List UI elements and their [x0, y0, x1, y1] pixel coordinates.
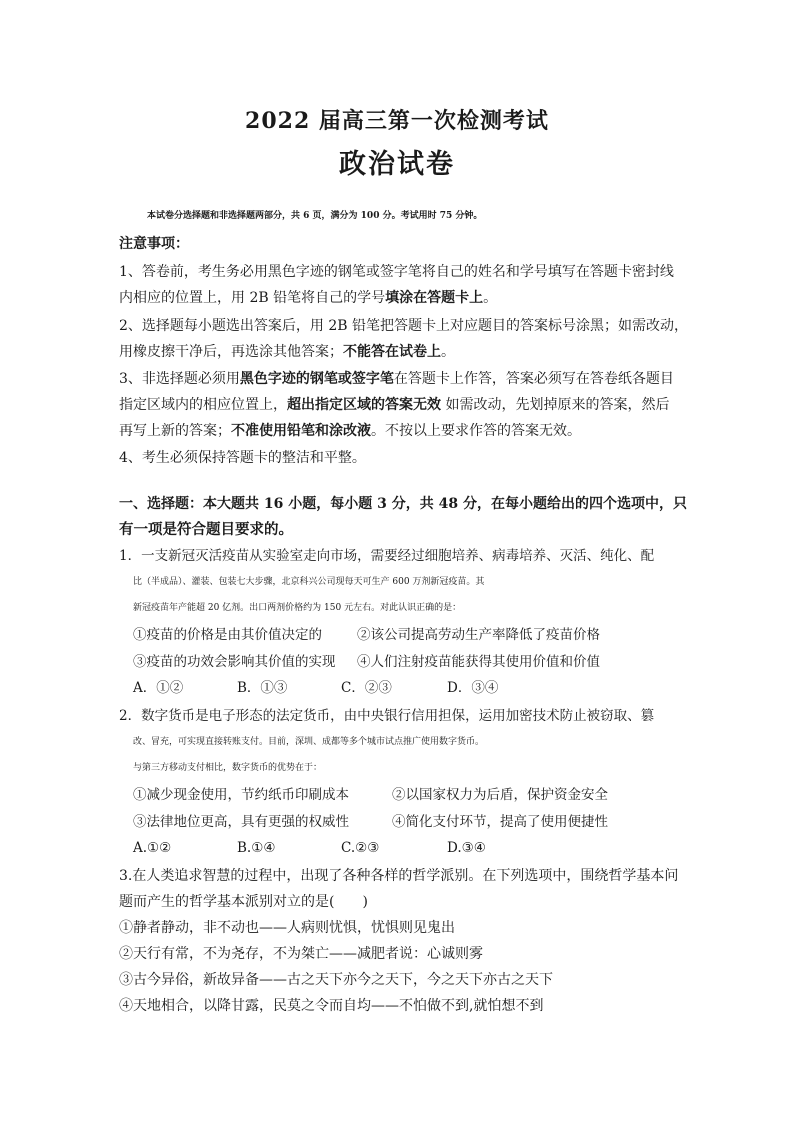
q2-option-a: A.①②: [133, 840, 172, 856]
notice-item-4: 4、考生必须保持答题卡的整洁和平整。: [119, 450, 366, 466]
text: 在答题卡上作答，答案必须写在答卷纸各题目: [393, 371, 674, 387]
notice-item-1-line-1: 1、答卷前，考生务必用黑色字迹的钢笔或签字笔将自己的姓名和学号填写在答题卡密封线: [119, 264, 674, 280]
notice-heading: 注意事项：: [119, 236, 189, 252]
text: 再写上新的答案；: [119, 423, 231, 439]
q1-stem-line-2: 比（半成品）、灌装、包装七大步骤，北京科兴公司现每天可生产 600 万剂新冠疫苗。其: [133, 577, 485, 587]
emphasis-text: 不准使用铅笔和涂改液: [231, 423, 371, 439]
section-1-heading-line-2: 有一项是符合题目要求的。: [119, 521, 293, 538]
q3-statement-3: ③古今异俗，新故异备——古之天下亦今之天下，今之天下亦古之天下: [119, 972, 553, 988]
text: 。: [483, 290, 498, 306]
q3-statement-4: ④天地相合，以降甘露，民莫之令而自均——不怕做不到,就怕想不到: [119, 998, 544, 1014]
q2-stem-line-2: 改、冒充，可实现直接转账支付。目前，深圳、成都等多个城市试点推广使用数字货币。: [133, 737, 485, 747]
notice-item-3-line-3: [119, 421, 679, 441]
q3-stem-line-1: 3.在人类追求智慧的过程中，出现了各种各样的哲学派别。在下列选项中，围绕哲学基本问: [119, 868, 679, 884]
q2-statement-3: ③法律地位更高，具有更强的权威性: [133, 814, 349, 830]
q1-statement-2: ②该公司提高劳动生产率降低了疫苗价格: [357, 627, 600, 643]
emphasis-text: 填涂在答题卡上: [385, 290, 484, 306]
notice-item-3-line-2: [119, 395, 679, 415]
q2-stem-line-3: 与第三方移动支付相比，数字货币的优势在于：: [133, 763, 323, 773]
q2-option-b: B.①④: [237, 840, 276, 856]
q2-stem-line-1: 2．数字货币是电子形态的法定货币，由中央银行信用担保，运用加密技术防止被窃取、篡: [119, 708, 655, 724]
text: 。不按以上要求作答的答案无效。: [371, 423, 581, 439]
q1-statement-1: ①疫苗的价格是由其价值决定的: [133, 627, 322, 643]
q1-option-d: D．③④: [447, 680, 499, 696]
q3-statement-2: ②天行有常，不为尧存，不为桀亡——减肥者说：心诚则雾: [119, 946, 483, 962]
q3-stem-line-2: 题而产生的哲学基本派别对立的是( ): [119, 894, 368, 910]
q1-stem-line-1: 1．一支新冠灭活疫苗从实验室走向市场，需要经过细胞培养、病毒培养、灭活、纯化、配: [119, 548, 655, 564]
q2-statement-1: ①减少现金使用，节约纸币印刷成本: [133, 787, 349, 803]
text: 指定区域内的相应位置上，: [119, 397, 287, 413]
q1-option-b: B．①③: [237, 680, 288, 696]
notice-item-2-line-1: 2、选择题每小题选出答案后，用 2B 铅笔把答题卡上对应题目的答案标号涂黑；如需改动，: [119, 318, 689, 334]
emphasis-text: 超出指定区域的答案无效: [287, 397, 441, 413]
q2-option-c: C.②③: [341, 840, 380, 856]
q3-statement-1: ①静者静动，非不动也——人病则忧惧，忧惧则见鬼出: [119, 920, 455, 936]
text: 3、非选择题必须用: [119, 371, 240, 387]
notice-item-1-line-2: [119, 288, 679, 308]
q1-statement-3: ③疫苗的功效会影响其价值的实现: [133, 654, 336, 670]
q2-option-d: D.③④: [447, 840, 486, 856]
q1-option-a: A．①②: [133, 680, 184, 696]
q1-option-c: C．②③: [341, 680, 392, 696]
text: 如需改动，先划掉原来的答案，然后: [445, 397, 670, 413]
q2-statement-2: ②以国家权力为后盾，保护资金安全: [392, 787, 608, 803]
q2-statement-4: ④简化支付环节，提高了使用便捷性: [392, 814, 608, 830]
notice-item-2-line-2: [119, 342, 679, 362]
notice-item-3-line-1: [119, 369, 679, 389]
exam-intro: 本试卷分选择题和非选择题两部分，共 6 页，满分为 100 分。考试用时 75 分钟。: [147, 211, 483, 221]
emphasis-text: 不能答在试卷上: [343, 344, 441, 360]
emphasis-text: 黑色字迹的钢笔或签字笔: [239, 371, 394, 387]
text: 内相应的位置上，用 2B 铅笔将自己的学号: [119, 290, 386, 306]
subject-title: 政治试卷: [339, 149, 455, 180]
section-1-heading-line-1: 一、选择题：本大题共 16 小题，每小题 3 分，共 48 分，在每小题给出的四个选项中，只: [119, 496, 687, 512]
exam-title: 2022 届高三第一次检测考试: [245, 108, 549, 134]
q1-stem-line-3: 新冠疫苗年产能超 20 亿剂。出口两剂价格约为 150 元左右。对此认识正确的是：: [133, 603, 462, 613]
text: 用橡皮擦干净后，再选涂其他答案；: [119, 344, 343, 360]
q1-statement-4: ④人们注射疫苗能获得其使用价值和价值: [357, 654, 600, 670]
text: 。: [441, 344, 455, 360]
